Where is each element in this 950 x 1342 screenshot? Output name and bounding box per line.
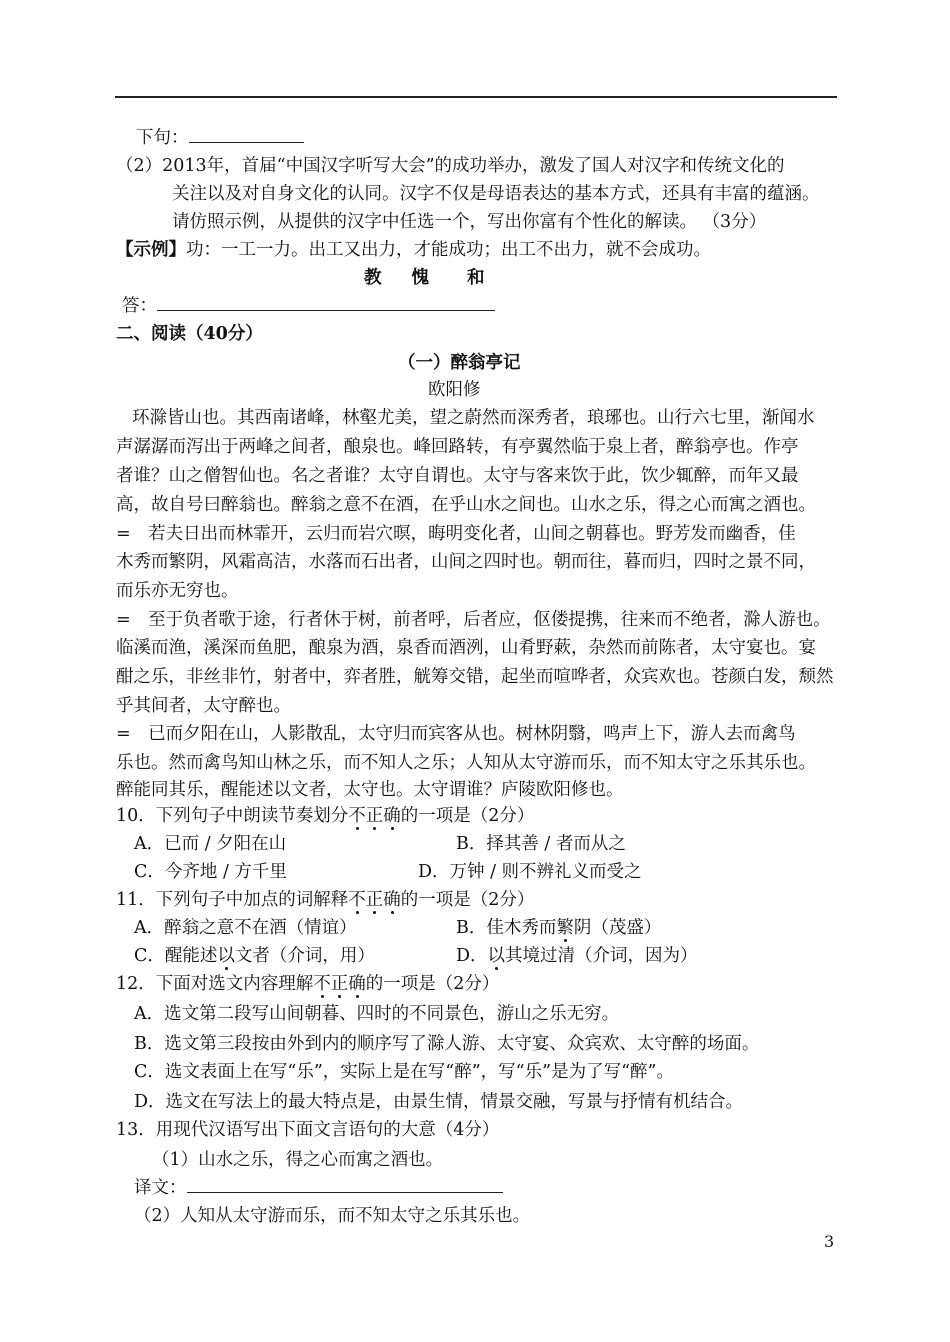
passage-title: （一）醉翁亭记 — [398, 353, 521, 373]
option-text: 阴（茂盛） — [573, 918, 662, 938]
dotted-word: 以 — [217, 946, 235, 966]
passage-line: 环滁皆山也。其西南诸峰，林壑尤美，望之蔚然而深秀者，琅琊也。山行六七里，渐闻水 — [132, 408, 815, 428]
question-text: 请仿照示例，从提供的汉字中任选一个，写出你富有个性化的解读。 （3分） — [172, 212, 767, 232]
passage-line: 临溪而渔，溪深而鱼肥，酿泉为酒，泉香而酒洌，山肴野蔌，杂然而前陈者，太守宴也。宴 — [116, 638, 816, 658]
option-text: 其境过清（介词，因为） — [505, 946, 698, 966]
prev-label: 下句： — [136, 128, 189, 148]
char-choices — [364, 264, 485, 292]
stem-text: 的一项是（2分） — [400, 890, 535, 910]
dotted-word: 繁 — [556, 918, 574, 938]
char-choice: 教 — [364, 268, 382, 288]
q10-option-a[interactable]: A．已而 / 夕阳在山 — [134, 834, 287, 854]
answer-blank[interactable] — [189, 124, 304, 143]
passage-line: 而乐亦无穷也。 — [116, 581, 239, 601]
q10-option-b[interactable]: B．择其善 / 者而从之 — [456, 834, 626, 854]
passage-line: 醉能同其乐，醒能述以文者，太守也。太守谓谁？庐陵欧阳修也。 — [116, 780, 624, 800]
q11-option-d[interactable] — [456, 942, 698, 970]
stem-text: 的一项是（2分） — [365, 974, 500, 994]
answer-label: 答： — [122, 296, 157, 316]
q12-option-d[interactable]: D．选文在写法上的最大特点是，由景生情，情景交融，写景与抒情有机结合。 — [134, 1092, 744, 1112]
char-choice: 和 — [467, 268, 485, 288]
passage-line: = 已而夕阳在山，人影散乱，太守归而宾客从也。树林阴翳，鸣声上下，游人去而禽鸟 — [116, 724, 796, 744]
q12-option-a[interactable]: A．选文第二段写山间朝暮、四时的不同景色，游山之乐无穷。 — [134, 1004, 620, 1024]
stem-text: 10．下列句子中朗读节奏划分 — [116, 806, 349, 826]
q11-stem — [116, 886, 534, 914]
dotted-word: 醉翁之意 — [164, 918, 235, 938]
option-text: D． — [456, 946, 488, 966]
q13-sentence-1: （1）山水之乐，得之心而寓之酒也。 — [152, 1150, 444, 1170]
answer-line — [122, 292, 495, 320]
emphasis-char: 不 — [348, 806, 366, 826]
q10-option-c[interactable]: C．今齐地 / 方千里 — [134, 862, 287, 882]
passage-author: 欧阳修 — [428, 380, 481, 400]
answer-blank[interactable] — [157, 292, 495, 311]
passage-line: 木秀而繁阴，风霜高洁，水落而石出者，山间之四时也。朝而往，暮而归，四时之景不同， — [116, 552, 816, 572]
q12-option-b[interactable]: B．选文第三段按由外到内的顺序写了滁人游、太守宴、众宾欢、太守醉的场面。 — [134, 1034, 760, 1054]
emphasis-char: 正 — [365, 806, 384, 826]
emphasis-char: 不 — [348, 890, 366, 910]
page-number: 3 — [824, 1232, 835, 1251]
option-text: 不在酒（情谊） — [234, 918, 357, 938]
emphasis-char: 确 — [383, 890, 401, 910]
option-text: 文者（介词，用） — [234, 946, 375, 966]
prev-answer-line — [136, 124, 304, 152]
dotted-word: 以 — [487, 946, 506, 966]
q10-stem — [116, 802, 534, 830]
translation-line — [134, 1174, 503, 1202]
emphasis-char: 正 — [365, 890, 384, 910]
translation-label: 译文： — [134, 1178, 187, 1198]
example-line — [116, 236, 711, 264]
q11-option-b[interactable] — [456, 914, 661, 942]
option-text: A． — [134, 918, 165, 938]
q12-stem — [116, 970, 499, 998]
stem-text: 的一项是（2分） — [400, 806, 535, 826]
header-rule — [115, 96, 837, 98]
question-text: 关注以及对自身文化的认同。汉字不仅是母语表达的基本方式，还具有丰富的蕴涵。 — [172, 184, 820, 204]
q10-option-d[interactable]: D．万钟 / 则不辨礼义而受之 — [418, 862, 642, 882]
example-label: 【示例】 — [116, 240, 186, 260]
emphasis-char: 正 — [330, 974, 349, 994]
passage-line: 乐也。然而禽鸟知山林之乐，而不知人之乐；人知从太守游而乐，而不知太守之乐其乐也。 — [116, 753, 816, 773]
emphasis-char: 确 — [383, 806, 401, 826]
passage-line: 乎其间者，太守醉也。 — [116, 696, 291, 716]
option-text: B．佳木秀而 — [456, 918, 557, 938]
passage-line: 酣之乐，非丝非竹，射者中，弈者胜，觥筹交错，起坐而喧哗者，众宾欢也。苍颜白发，颓然 — [116, 667, 834, 687]
section-heading: 二、阅读（40分） — [116, 324, 263, 344]
passage-line: 高，故自号曰醉翁也。醉翁之意不在酒，在乎山水之间也。山水之乐，得之心而寓之酒也。 — [116, 495, 816, 515]
q11-option-a[interactable] — [134, 914, 357, 942]
q13-sentence-2: （2）人知从太守游而乐，而不知太守之乐其乐也。 — [134, 1206, 531, 1226]
char-choice: 愧 — [411, 268, 429, 288]
passage-line: = 若夫日出而林霏开，云归而岩穴暝，晦明变化者，山间之朝暮也。野芳发而幽香，佳 — [116, 524, 796, 544]
example-text: 功：一工一力。出工又出力，才能成功；出工不出力，就不会成功。 — [186, 240, 711, 260]
passage-line: 声潺潺而泻出于两峰之间者，酿泉也。峰回路转，有亭翼然临于泉上者，醉翁亭也。作亭 — [116, 437, 799, 457]
stem-text: 11．下列句子中加点的词解释 — [116, 890, 349, 910]
passage-line: = 至于负者歌于途，行者休于树，前者呼，后者应，伛偻提携，往来而不绝者，滁人游也。 — [116, 610, 831, 630]
q13-stem: 13．用现代汉语写出下面文言语句的大意（4分） — [116, 1120, 500, 1140]
question-text: （2）2013年，首届“中国汉字听写大会”的成功举办，激发了国人对汉字和传统文化的 — [116, 156, 785, 176]
q12-option-c[interactable]: C．选文表面上在写“乐”，实际上是在写“醉”，写“乐”是为了写“醉”。 — [134, 1062, 674, 1082]
stem-text: 12．下面对选文内容理解 — [116, 974, 314, 994]
emphasis-char: 不 — [313, 974, 331, 994]
passage-line: 者谁？山之僧智仙也。名之者谁？太守自谓也。太守与客来饮于此，饮少辄醉，而年又最 — [116, 466, 799, 486]
option-text: C．醒能述 — [134, 946, 218, 966]
q11-option-c[interactable] — [134, 942, 375, 970]
translation-blank[interactable] — [187, 1174, 503, 1193]
emphasis-char: 确 — [348, 974, 366, 994]
